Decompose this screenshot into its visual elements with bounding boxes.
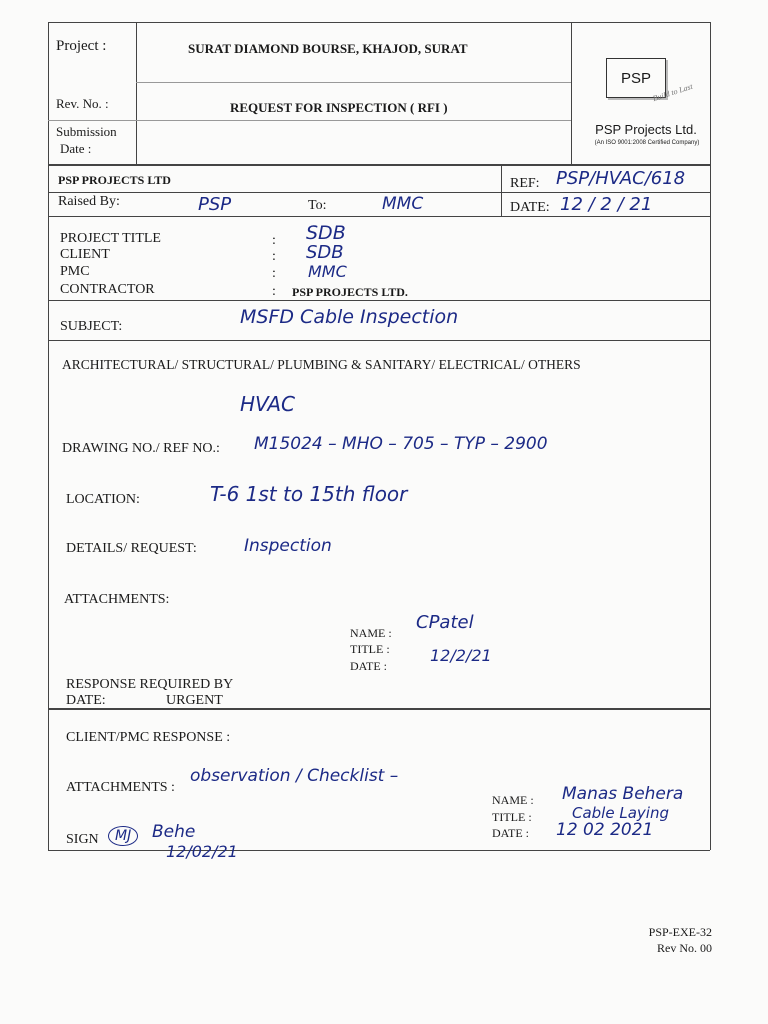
response-required-label: RESPONSE REQUIRED BY — [66, 677, 234, 692]
response-title-label: TITLE : — [492, 810, 532, 824]
details-label: DETAILS/ REQUEST: — [66, 541, 197, 556]
response-attachments-value: observation / Checklist – — [190, 766, 399, 786]
details-value: Inspection — [244, 536, 332, 556]
date-label: DATE : — [350, 659, 387, 673]
sign-value: Behe — [152, 822, 196, 842]
submission-label: Submission — [56, 124, 117, 139]
sign-initials-stamp: MJ — [108, 826, 138, 846]
disciplines: ARCHITECTURAL/ STRUCTURAL/ PLUMBING & SANITARY/ ELECTRICAL/ OTHERS — [62, 357, 581, 372]
project-name: SURAT DIAMOND BOURSE, KHAJOD, SURAT — [188, 41, 468, 56]
project-title-value: SDB — [306, 222, 346, 244]
date-label: DATE: — [510, 200, 550, 215]
colon: : — [272, 284, 276, 299]
submission-date-label: Date : — [60, 141, 92, 156]
signed-date: 12/2/21 — [430, 646, 492, 665]
title-label: TITLE : — [350, 642, 390, 656]
response-date-value: 12 02 2021 — [556, 820, 654, 840]
response-date-value: URGENT — [166, 693, 223, 708]
project-label: Project : — [56, 38, 107, 54]
response-name-label: NAME : — [492, 793, 534, 807]
to-value: MMC — [382, 194, 424, 214]
ref-value: PSP/HVAC/618 — [556, 168, 686, 189]
firm-name: PSP PROJECTS LTD — [58, 173, 171, 187]
to-label: To: — [308, 198, 327, 213]
rev-label: Rev. No. : — [56, 96, 109, 111]
colon: : — [272, 233, 276, 248]
psp-logo: PSP — [606, 58, 666, 98]
raised-by-label: Raised By: — [58, 194, 120, 209]
project-title-label: PROJECT TITLE — [60, 231, 161, 246]
location-label: LOCATION: — [66, 492, 140, 507]
form-title: REQUEST FOR INSPECTION ( RFI ) — [230, 100, 448, 115]
pmc-value: MMC — [308, 262, 347, 281]
client-label: CLIENT — [60, 247, 110, 262]
response-date-label: DATE: — [66, 693, 106, 708]
response-name-value: Manas Behera — [562, 784, 684, 804]
date-value: 12 / 2 / 21 — [560, 194, 653, 215]
contractor-value: PSP PROJECTS LTD. — [292, 285, 408, 299]
colon: : — [272, 249, 276, 264]
response-attachments-label: ATTACHMENTS : — [66, 780, 175, 795]
drawing-value: M15024 – MHO – 705 – TYP – 2900 — [254, 434, 548, 454]
raised-by-value: PSP — [198, 194, 232, 215]
location-value: T-6 1st to 15th floor — [210, 482, 408, 506]
name-label: NAME : — [350, 626, 392, 640]
colon: : — [272, 266, 276, 281]
ref-label: REF: — [510, 176, 540, 191]
drawing-label: DRAWING NO./ REF NO.: — [62, 441, 220, 456]
discipline-value: HVAC — [240, 392, 296, 416]
response-date-label: DATE : — [492, 826, 529, 840]
attachments-label: ATTACHMENTS: — [64, 592, 170, 607]
contractor-label: CONTRACTOR — [60, 282, 155, 297]
sign-label: SIGN — [66, 832, 99, 847]
subject-label: SUBJECT: — [60, 319, 123, 334]
client-response-label: CLIENT/PMC RESPONSE : — [66, 730, 231, 745]
subject-value: MSFD Cable Inspection — [240, 306, 459, 328]
form-number: PSP-EXE-32 — [648, 925, 712, 939]
sign-date: 12/02/21 — [166, 842, 238, 861]
pmc-label: PMC — [60, 264, 90, 279]
response-title-value: Cable Laying — [572, 804, 669, 822]
inspector-signature: CPatel — [416, 612, 474, 633]
company-name: PSP Projects Ltd. — [595, 122, 697, 137]
logo-tagline: Build to Last — [651, 81, 694, 104]
company-certification: (An ISO 9001:2008 Certified Company) — [594, 140, 700, 146]
client-value: SDB — [306, 242, 344, 263]
form-rev-number: Rev No. 00 — [657, 941, 712, 955]
